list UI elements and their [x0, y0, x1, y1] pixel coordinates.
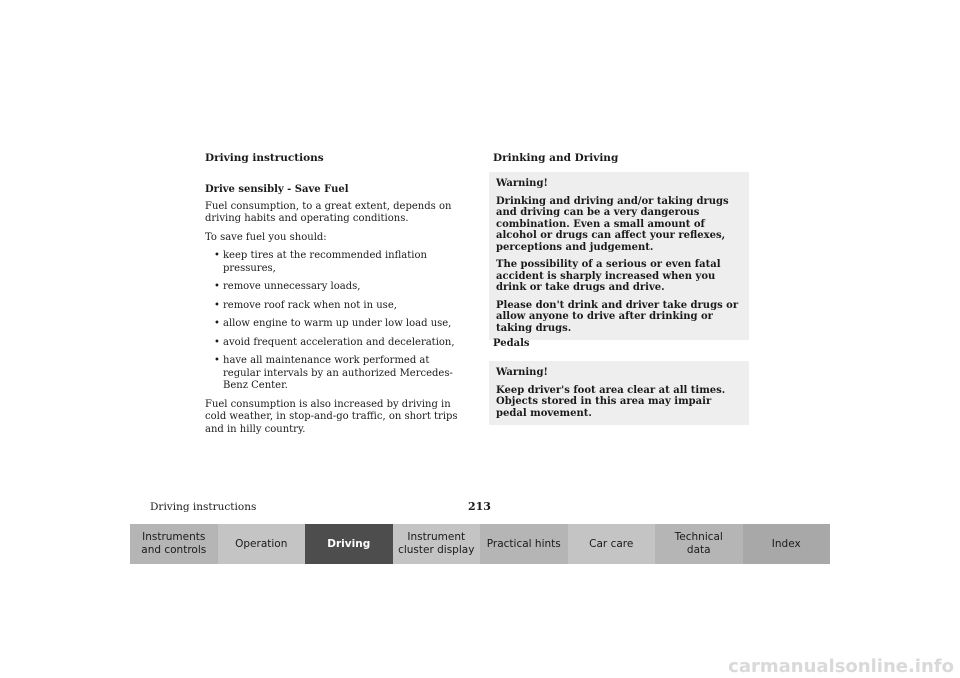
bullet-icon: • — [214, 299, 220, 311]
warning-paragraph: Please don't drink and driver take drugs or allow anyone to drive after drinking or taking drugs. — [496, 299, 739, 334]
chapter-tab-bar — [130, 524, 830, 564]
list-item: • have all maintenance work performed at regular intervals by an authorized Mercedes-Benz Center. — [214, 355, 453, 391]
fuel-intro: Fuel consumption, to a great extent, depends on driving habits and operating conditions. — [205, 200, 452, 224]
fuel-closing: Fuel consumption is also increased by driving in cold weather, in stop-and-go traffic, on short trips and in hilly country. — [205, 398, 458, 435]
list-item: • keep tires at the recommended inflation pressures, — [214, 250, 427, 274]
footer-section-title: Driving instructions — [150, 501, 257, 513]
tab-car-care[interactable]: Car care — [568, 524, 656, 564]
bullet-icon: • — [214, 250, 220, 261]
fuel-tips-list — [205, 250, 470, 393]
list-item: • remove unnecessary loads, — [214, 281, 361, 292]
tab-technical-data[interactable]: Technical data — [655, 524, 743, 564]
drinking-warning-box — [489, 172, 749, 340]
warning-title: Warning! — [496, 178, 548, 189]
bullet-icon: • — [214, 336, 220, 348]
bullet-icon: • — [214, 318, 220, 329]
warning-title: Warning! — [496, 367, 548, 378]
warning-paragraph: The possibility of a serious or even fatal accident is sharply increased when you drink or take drugs and drive. — [496, 259, 721, 293]
section-title-right: Drinking and Driving — [493, 152, 619, 164]
section-title-left: Driving instructions — [205, 152, 324, 164]
pedals-warning-box — [489, 361, 749, 425]
tab-index[interactable]: Index — [743, 524, 831, 564]
warning-paragraph: Keep driver's foot area clear at all times. Objects stored in this area may impair pedal movement. — [496, 384, 726, 419]
fuel-lead: To save fuel you should: — [205, 231, 327, 243]
fuel-heading: Drive sensibly - Save Fuel — [205, 184, 349, 195]
watermark: carmanualsonline.info — [728, 656, 954, 677]
tab-practical-hints[interactable]: Practical hints — [480, 524, 568, 564]
tab-instruments-and-controls[interactable]: Instruments and controls — [130, 524, 218, 564]
left-column — [205, 184, 470, 442]
list-item: • remove roof rack when not in use, — [214, 299, 397, 311]
pedals-heading: Pedals — [493, 338, 530, 349]
page-number: 213 — [468, 500, 491, 513]
tab-operation[interactable]: Operation — [218, 524, 306, 564]
bullet-icon: • — [214, 355, 220, 366]
list-item: • avoid frequent acceleration and deceleration, — [214, 336, 455, 348]
list-item: • allow engine to warm up under low load use, — [214, 318, 452, 329]
bullet-icon: • — [214, 281, 220, 292]
tab-driving[interactable]: Driving — [305, 524, 393, 564]
warning-paragraph: Drinking and driving and/or taking drugs and driving can be a very dangerous combination. Even a small amount of alcohol or drugs can affect your reflexes, perceptions and judgement. — [496, 195, 729, 253]
tab-instrument-cluster-display[interactable]: Instrument cluster display — [393, 524, 481, 564]
